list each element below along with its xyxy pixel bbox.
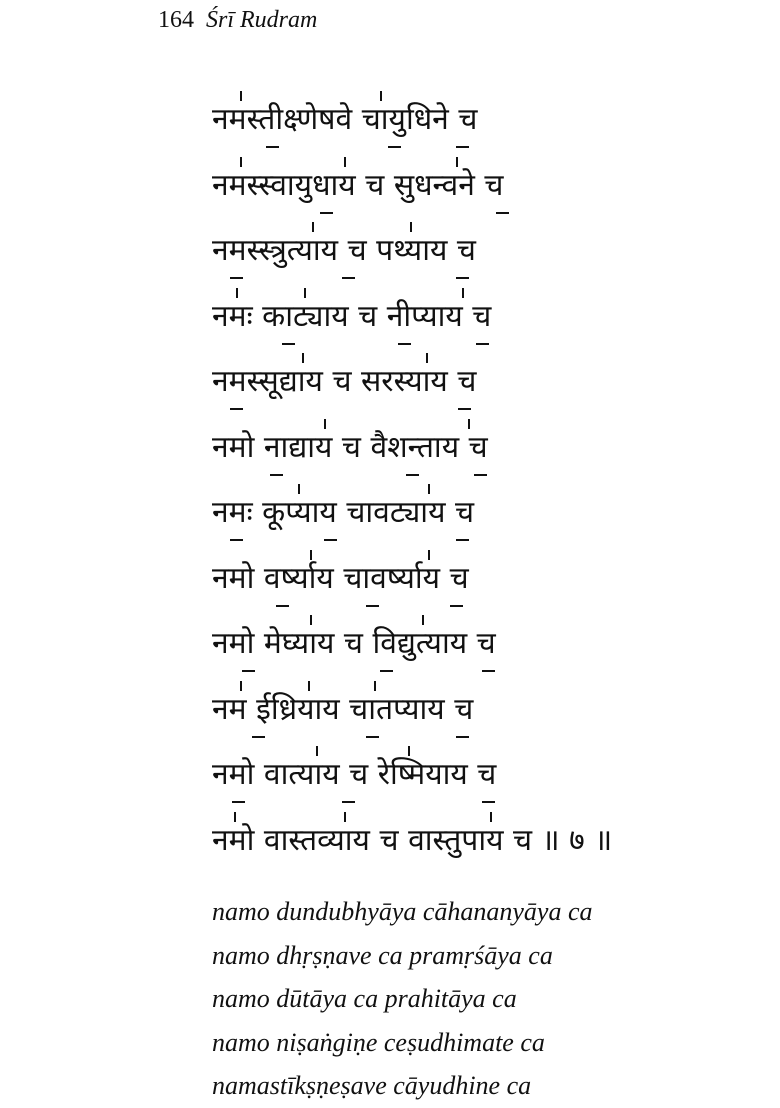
- udatta-accent-mark: [310, 615, 312, 625]
- page-number: 164: [158, 7, 194, 33]
- udatta-accent-mark: [428, 484, 430, 494]
- anudatta-accent-mark: [456, 539, 469, 541]
- anudatta-accent-mark: [366, 605, 379, 607]
- udatta-accent-mark: [304, 288, 306, 298]
- anudatta-accent-mark: [230, 408, 243, 410]
- anudatta-accent-mark: [476, 343, 489, 345]
- devanagari-line: [212, 94, 692, 160]
- devanagari-line-text: नमः काट्याय च नीप्याय च: [212, 298, 492, 334]
- udatta-accent-mark: [302, 353, 304, 363]
- devanagari-verse: [212, 94, 692, 880]
- udatta-accent-mark: [462, 288, 464, 298]
- udatta-accent-mark: [234, 812, 236, 822]
- devanagari-line-text: नमो मेघ्याय च विद्युत्याय च: [212, 626, 496, 661]
- anudatta-accent-mark: [482, 670, 495, 672]
- anudatta-accent-mark: [380, 670, 393, 672]
- book-title: Śrī Rudram: [206, 7, 318, 33]
- devanagari-line: [212, 553, 692, 619]
- anudatta-accent-mark: [450, 605, 463, 607]
- devanagari-line-text: नमो वात्याय च रेष्मियाय च: [212, 757, 497, 792]
- anudatta-accent-mark: [458, 408, 471, 410]
- devanagari-line-text: नमो वर्ष्याय चावर्ष्याय च: [212, 560, 469, 596]
- anudatta-accent-mark: [230, 539, 243, 541]
- devanagari-line-text: नमस्स्त्रुत्याय च पथ्याय च: [212, 233, 476, 268]
- anudatta-accent-mark: [276, 605, 289, 607]
- devanagari-line: [212, 160, 692, 226]
- udatta-accent-mark: [374, 681, 376, 691]
- devanagari-line: [212, 422, 692, 488]
- transliteration-line: namo niṣaṅgiṇe ceṣudhimate ca: [212, 1027, 545, 1057]
- anudatta-accent-mark: [388, 146, 401, 148]
- anudatta-accent-mark: [342, 801, 355, 803]
- transliteration-line: namastīkṣṇeṣave cāyudhine ca: [212, 1071, 532, 1100]
- running-header: [158, 6, 317, 34]
- udatta-accent-mark: [240, 157, 242, 167]
- udatta-accent-mark: [426, 353, 428, 363]
- anudatta-accent-mark: [474, 474, 487, 476]
- devanagari-line: [212, 225, 692, 291]
- devanagari-line: [212, 815, 692, 881]
- anudatta-accent-mark: [232, 801, 245, 803]
- udatta-accent-mark: [240, 681, 242, 691]
- devanagari-line: [212, 618, 692, 684]
- udatta-accent-mark: [324, 419, 326, 429]
- udatta-accent-mark: [410, 222, 412, 232]
- udatta-accent-mark: [468, 419, 470, 429]
- transliteration-line: namo dhṛṣṇave ca pramṛśāya ca: [212, 940, 553, 970]
- anudatta-accent-mark: [456, 736, 469, 738]
- udatta-accent-mark: [456, 157, 458, 167]
- devanagari-line: [212, 749, 692, 815]
- anudatta-accent-mark: [456, 277, 469, 279]
- devanagari-line: [212, 356, 692, 422]
- udatta-accent-mark: [428, 550, 430, 560]
- udatta-accent-mark: [240, 91, 242, 101]
- udatta-accent-mark: [308, 681, 310, 691]
- anudatta-accent-mark: [406, 474, 419, 476]
- devanagari-line-text: नमस्तीक्ष्णेषवे चायुधिने च: [212, 102, 478, 137]
- anudatta-accent-mark: [398, 343, 411, 345]
- udatta-accent-mark: [344, 812, 346, 822]
- udatta-accent-mark: [312, 222, 314, 232]
- udatta-accent-mark: [408, 746, 410, 756]
- devanagari-line: [212, 487, 692, 553]
- anudatta-accent-mark: [270, 474, 283, 476]
- anudatta-accent-mark: [282, 343, 295, 345]
- anudatta-accent-mark: [342, 277, 355, 279]
- devanagari-line-text: नमो वास्तव्याय च वास्तुपाय च ॥ ७ ॥: [212, 822, 613, 858]
- devanagari-line: [212, 684, 692, 750]
- udatta-accent-mark: [310, 550, 312, 560]
- transliteration-line: namo dūtāya ca prahitāya ca: [212, 984, 517, 1013]
- devanagari-line-text: नमस्सूद्याय च सरस्याय च: [212, 364, 477, 399]
- udatta-accent-mark: [380, 91, 382, 101]
- devanagari-line-text: नमः कूप्याय चावट्याय च: [212, 495, 475, 530]
- devanagari-line-text: नम ईध्रियाय चातप्याय च: [212, 691, 474, 727]
- anudatta-accent-mark: [230, 277, 243, 279]
- anudatta-accent-mark: [252, 736, 265, 738]
- udatta-accent-mark: [236, 288, 238, 298]
- udatta-accent-mark: [298, 484, 300, 494]
- anudatta-accent-mark: [366, 736, 379, 738]
- devanagari-line-text: नमस्स्वायुधाय च सुधन्वने च: [212, 167, 504, 203]
- udatta-accent-mark: [344, 157, 346, 167]
- anudatta-accent-mark: [496, 212, 509, 214]
- anudatta-accent-mark: [266, 146, 279, 148]
- anudatta-accent-mark: [320, 212, 333, 214]
- anudatta-accent-mark: [482, 801, 495, 803]
- transliteration-block: [212, 890, 732, 1108]
- anudatta-accent-mark: [324, 539, 337, 541]
- devanagari-line: [212, 291, 692, 357]
- udatta-accent-mark: [316, 746, 318, 756]
- udatta-accent-mark: [490, 812, 492, 822]
- anudatta-accent-mark: [456, 146, 469, 148]
- transliteration-line: namo dundubhyāya cāhananyāya ca: [212, 897, 593, 926]
- devanagari-line-text: नमो नाद्याय च वैशन्ताय च: [212, 429, 488, 465]
- anudatta-accent-mark: [242, 670, 255, 672]
- udatta-accent-mark: [422, 615, 424, 625]
